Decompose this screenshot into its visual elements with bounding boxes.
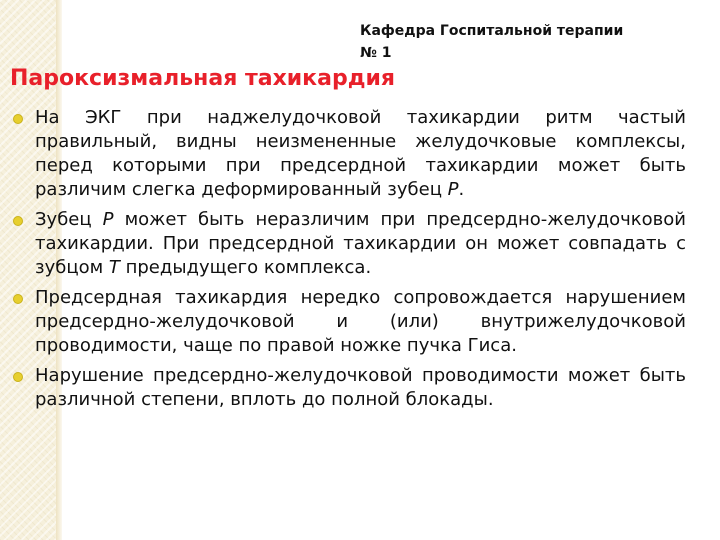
bullet-text: На ЭКГ при наджелудочковой тахикардии ритм частый правильный, видны неизмененные желудочковые комплексы, перед которыми при предсердной тахикардии может быть различим слегка деформированный зубец — [35, 107, 686, 200]
bullet-text: Предсердная тахикардия нередко сопровождается нарушением предсердно-желудочковой и (или) внутрижелудочковой проводимости, чаще по правой ножке пучка Гиса. — [35, 287, 686, 356]
bullet-item — [14, 208, 686, 280]
bullet-text: может быть неразличим при предсердно-желудочковой тахикардии. При предсердной тахикардии он может совпадать с зубцом — [35, 209, 686, 278]
bullet-dot-icon — [14, 217, 22, 225]
bullet-text: Нарушение предсердно-желудочковой проводимости может быть различной степени, вплоть до полной блокады. — [35, 365, 686, 410]
bullet-dot-icon — [14, 373, 22, 381]
bullet-item — [14, 286, 686, 358]
bullet-item — [14, 364, 686, 412]
bullet-text: Зубец — [35, 209, 103, 230]
bullet-dot-icon — [14, 295, 22, 303]
bullet-list — [14, 106, 686, 418]
department-header: Кафедра Госпитальной терапии № 1 — [360, 23, 624, 61]
bullet-text: . — [458, 179, 465, 200]
bullet-text: предыдущего комплекса. — [119, 257, 372, 278]
bullet-text-italic: Р — [447, 179, 459, 200]
bullet-item — [14, 106, 686, 202]
bullet-text-italic: Т — [108, 257, 120, 278]
slide-title: Пароксизмальная тахикардия — [10, 66, 396, 91]
bullet-text-italic: Р — [102, 209, 114, 230]
bullet-dot-icon — [14, 115, 22, 123]
